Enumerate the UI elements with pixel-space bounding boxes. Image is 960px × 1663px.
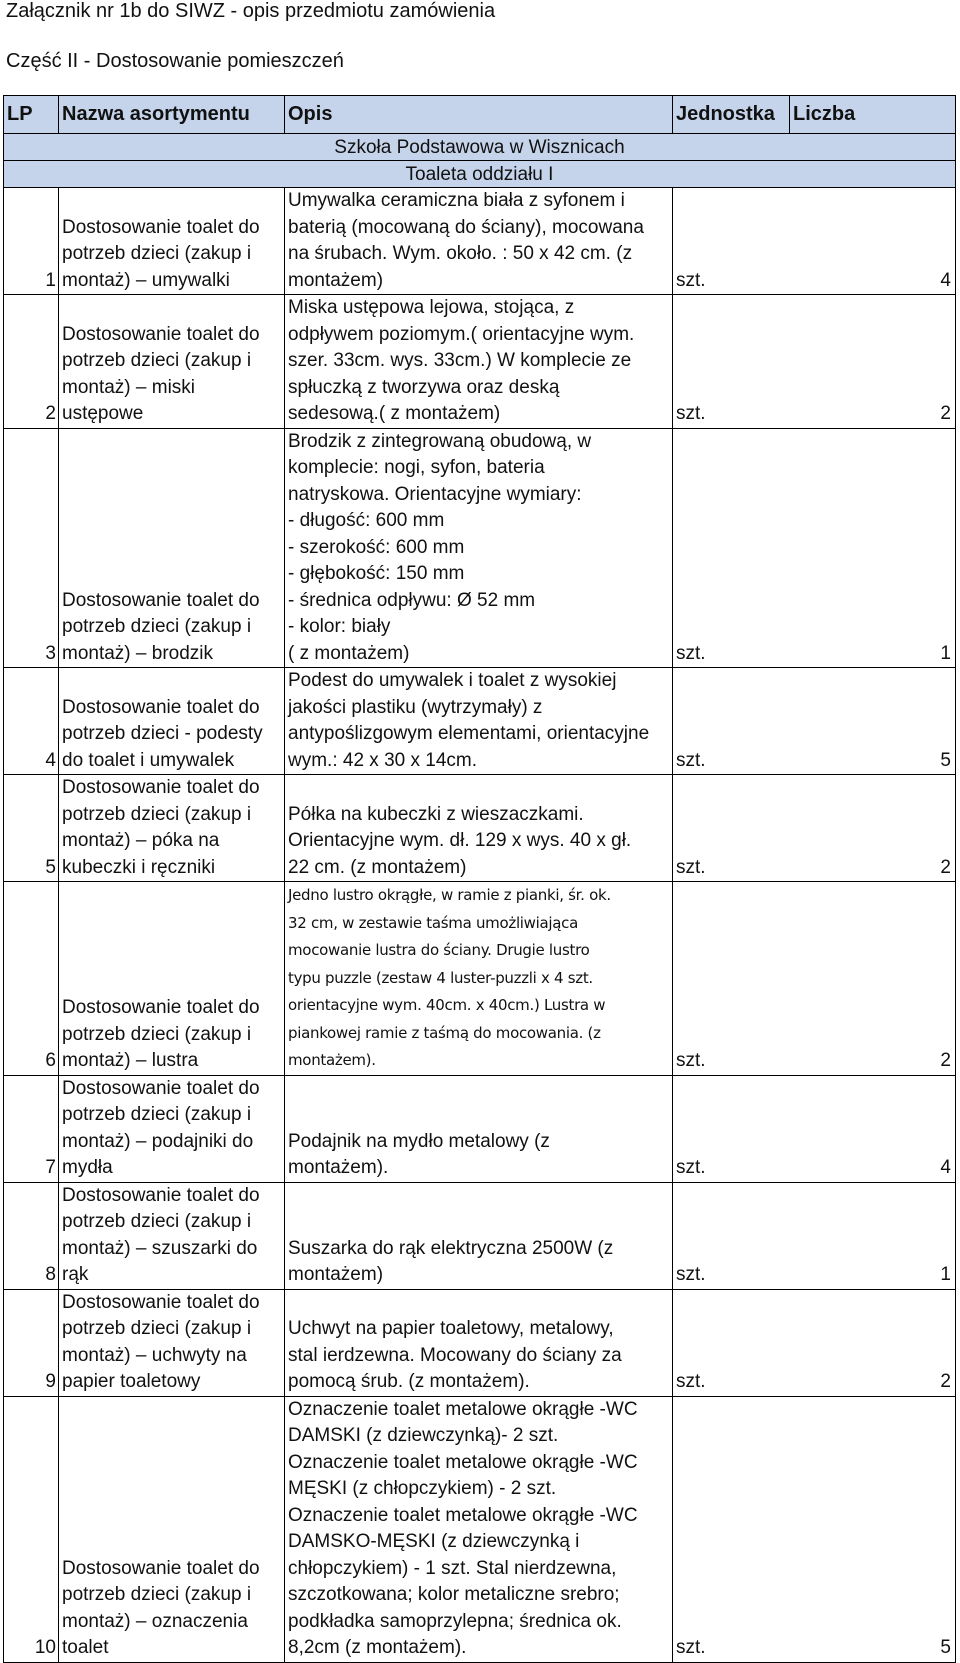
item-unit: szt. bbox=[673, 668, 790, 775]
table-row bbox=[4, 882, 956, 1076]
item-description-line: mocowanie lustra do ściany. Drugie lustro bbox=[288, 941, 590, 959]
item-description bbox=[285, 428, 673, 668]
item-unit: szt. bbox=[673, 1182, 790, 1289]
item-description bbox=[285, 1182, 673, 1289]
item-description-line: wym.: 42 x 30 x 14cm. bbox=[288, 749, 478, 771]
item-quantity: 5 bbox=[790, 668, 956, 775]
column-header-name: Nazwa asortymentu bbox=[59, 96, 285, 134]
item-description-line: Miska ustępowa lejowa, stojąca, z bbox=[288, 297, 575, 318]
item-description-line: MĘSKI (z chłopczykiem) - 2 szt. bbox=[288, 1478, 557, 1499]
item-quantity: 4 bbox=[790, 188, 956, 295]
item-name-line: potrzeb dzieci (zakup i bbox=[62, 803, 252, 825]
table-row bbox=[4, 775, 956, 882]
item-description-line: odpływem poziomym.( orientacyjne wym. bbox=[288, 323, 635, 345]
item-name bbox=[59, 775, 285, 882]
item-description-line: ( z montażem) bbox=[288, 642, 410, 664]
document-title: Załącznik nr 1b do SIWZ - opis przedmiotu zamówienia bbox=[6, 0, 496, 22]
item-description-line: DAMSKI (z dziewczynką)- 2 szt. bbox=[288, 1425, 559, 1446]
item-name-line: potrzeb dzieci (zakup i bbox=[62, 1318, 252, 1339]
row-number: 8 bbox=[4, 1182, 59, 1289]
item-name-line: montaż) – podajniki do bbox=[62, 1130, 254, 1152]
column-header-lp: LP bbox=[4, 96, 59, 134]
table-row bbox=[4, 1396, 956, 1662]
item-name-line: potrzeb dzieci (zakup i bbox=[62, 350, 252, 371]
header-row bbox=[4, 96, 956, 134]
item-name-line: Dostosowanie toalet do bbox=[62, 777, 260, 798]
item-quantity: 2 bbox=[790, 295, 956, 429]
item-description-line: pomocą śrub. (z montażem). bbox=[288, 1371, 530, 1392]
item-name-line: montaż) – uchwyty na bbox=[62, 1344, 247, 1366]
item-name-line: mydła bbox=[62, 1157, 113, 1178]
item-description-line: orientacyjne wym. 40cm. x 40cm.) Lustra w bbox=[288, 996, 606, 1014]
item-description-line: 8,2cm (z montażem). bbox=[288, 1637, 467, 1658]
item-description-line: montażem). bbox=[288, 1051, 376, 1069]
item-description bbox=[285, 1075, 673, 1182]
item-description-line: - średnica odpływu: Ø 52 mm bbox=[288, 589, 536, 611]
item-name-line: potrzeb dzieci (zakup i bbox=[62, 1584, 252, 1605]
item-description-line: Półka na kubeczki z wieszaczkami. bbox=[288, 803, 584, 825]
table-row bbox=[4, 1075, 956, 1182]
table-row bbox=[4, 295, 956, 429]
item-name-line: papier toaletowy bbox=[62, 1371, 201, 1392]
item-name-line: Dostosowanie toalet do bbox=[62, 1077, 260, 1099]
item-description bbox=[285, 295, 673, 429]
row-number: 10 bbox=[4, 1396, 59, 1662]
document-subtitle: Część II - Dostosowanie pomieszczeń bbox=[6, 50, 344, 72]
item-name-line: montaż) – miski bbox=[62, 376, 196, 398]
item-description-line: Orientacyjne wym. dł. 129 x wys. 40 x gł. bbox=[288, 830, 632, 851]
column-header-description: Opis bbox=[285, 96, 673, 134]
item-description-line: antypoślizgowym elementami, orientacyjne bbox=[288, 723, 650, 744]
item-name-line: montaż) – lustra bbox=[62, 1050, 199, 1071]
section-school: Szkoła Podstawowa w Wisznicach bbox=[4, 134, 956, 161]
item-quantity: 2 bbox=[790, 882, 956, 1076]
item-name-line: montaż) – szuszarki do bbox=[62, 1237, 258, 1259]
row-number: 7 bbox=[4, 1075, 59, 1182]
item-name-line: potrzeb dzieci (zakup i bbox=[62, 1023, 252, 1045]
item-name-line: Dostosowanie toalet do bbox=[62, 997, 260, 1018]
item-description bbox=[285, 668, 673, 775]
item-name bbox=[59, 668, 285, 775]
item-name-line: Dostosowanie toalet do bbox=[62, 1557, 260, 1579]
item-name-line: potrzeb dzieci (zakup i bbox=[62, 243, 252, 264]
item-description-line: Jedno lustro okrągłe, w ramie z pianki, śr. ok. bbox=[288, 886, 611, 904]
item-name-line: potrzeb dzieci (zakup i bbox=[62, 1211, 252, 1232]
item-description bbox=[285, 1396, 673, 1662]
item-quantity: 4 bbox=[790, 1075, 956, 1182]
item-description-line: Oznaczenie toalet metalowe okrągłe -WC bbox=[288, 1451, 638, 1473]
item-description-line: 32 cm, w zestawie taśma umożliwiająca bbox=[288, 913, 578, 932]
item-description-line: szczotkowana; kolor metaliczne srebro; bbox=[288, 1584, 620, 1605]
item-description bbox=[285, 188, 673, 295]
item-quantity: 5 bbox=[790, 1396, 956, 1662]
item-name-line: Dostosowanie toalet do bbox=[62, 696, 260, 718]
item-quantity: 1 bbox=[790, 1182, 956, 1289]
item-quantity: 2 bbox=[790, 775, 956, 882]
item-description-line: - szerokość: 600 mm bbox=[288, 536, 465, 558]
item-description-line: DAMSKO-MĘSKI (z dziewczynką i bbox=[288, 1531, 580, 1552]
item-name-line: montaż) – umywalki bbox=[62, 269, 230, 291]
item-name-line: montaż) – oznaczenia bbox=[62, 1610, 248, 1632]
section-toilet: Toaleta oddziału I bbox=[4, 161, 956, 188]
row-number: 2 bbox=[4, 295, 59, 429]
column-header-quantity: Liczba bbox=[790, 96, 956, 134]
item-name-line: potrzeb dzieci (zakup i bbox=[62, 1104, 252, 1125]
item-description bbox=[285, 1289, 673, 1396]
item-unit: szt. bbox=[673, 428, 790, 668]
item-description-line: - długość: 600 mm bbox=[288, 510, 445, 531]
item-description-line: Oznaczenie toalet metalowe okrągłe -WC bbox=[288, 1398, 638, 1420]
item-description-line: montażem). bbox=[288, 1157, 389, 1178]
item-description-line: spłuczką z tworzywa oraz deską bbox=[288, 376, 560, 398]
item-name-line: do toalet i umywalek bbox=[62, 749, 235, 771]
item-description-line: szer. 33cm. wys. 33cm.) W komplecie ze bbox=[288, 350, 632, 371]
item-description-line: Podest do umywalek i toalet z wysokiej bbox=[288, 670, 617, 691]
column-header-unit: Jednostka bbox=[673, 96, 790, 134]
item-name-line: kubeczki i ręczniki bbox=[62, 856, 216, 878]
item-name bbox=[59, 1075, 285, 1182]
item-description bbox=[285, 882, 673, 1076]
item-name-line: ustępowe bbox=[62, 403, 144, 424]
item-name-line: Dostosowanie toalet do bbox=[62, 216, 260, 238]
row-number: 9 bbox=[4, 1289, 59, 1396]
item-name bbox=[59, 1289, 285, 1396]
item-description-line: sedesową.( z montażem) bbox=[288, 403, 501, 424]
item-description-line: chłopczykiem) - 1 szt. Stal nierdzewna, bbox=[288, 1557, 617, 1579]
item-description-line: piankowej ramie z taśmą do mocowania. (z bbox=[288, 1023, 601, 1042]
item-description-line: Oznaczenie toalet metalowe okrągłe -WC bbox=[288, 1504, 638, 1526]
item-description-line: Umywalka ceramiczna biała z syfonem i bbox=[288, 190, 625, 211]
row-number: 4 bbox=[4, 668, 59, 775]
item-description-line: natryskowa. Orientacyjne wymiary: bbox=[288, 483, 582, 505]
item-description-line: Suszarka do rąk elektryczna 2500W (z bbox=[288, 1237, 614, 1259]
item-unit: szt. bbox=[673, 188, 790, 295]
item-name bbox=[59, 1396, 285, 1662]
item-description-line: jakości plastiku (wytrzymały) z bbox=[288, 696, 543, 718]
item-name-line: Dostosowanie toalet do bbox=[62, 323, 260, 345]
item-description-line: - kolor: biały bbox=[288, 616, 391, 637]
table-row bbox=[4, 1182, 956, 1289]
item-name-line: potrzeb dzieci (zakup i bbox=[62, 616, 252, 637]
item-name-line: Dostosowanie toalet do bbox=[62, 589, 260, 611]
table-row bbox=[4, 668, 956, 775]
item-description-line: 22 cm. (z montażem) bbox=[288, 856, 467, 878]
row-number: 1 bbox=[4, 188, 59, 295]
table-row bbox=[4, 428, 956, 668]
section-row bbox=[4, 161, 956, 188]
item-name-line: potrzeb dzieci - podesty bbox=[62, 723, 263, 744]
item-description-line: komplecie: nogi, syfon, bateria bbox=[288, 457, 545, 478]
item-description-line: baterią (mocowaną do ściany), mocowana bbox=[288, 216, 644, 238]
item-unit: szt. bbox=[673, 1075, 790, 1182]
item-unit: szt. bbox=[673, 295, 790, 429]
row-number: 3 bbox=[4, 428, 59, 668]
table-row bbox=[4, 188, 956, 295]
item-description-line: na śrubach. Wym. około. : 50 x 42 cm. (z bbox=[288, 243, 633, 264]
table-row bbox=[4, 1289, 956, 1396]
item-name-line: Dostosowanie toalet do bbox=[62, 1291, 260, 1313]
item-name-line: toalet bbox=[62, 1637, 109, 1658]
row-number: 6 bbox=[4, 882, 59, 1076]
item-description bbox=[285, 775, 673, 882]
row-number: 5 bbox=[4, 775, 59, 882]
section-row bbox=[4, 134, 956, 161]
item-unit: szt. bbox=[673, 775, 790, 882]
item-description-line: typu puzzle (zestaw 4 luster-puzzli x 4 szt. bbox=[288, 968, 593, 987]
item-description-line: - głębokość: 150 mm bbox=[288, 563, 465, 584]
item-description-line: montażem) bbox=[288, 1264, 384, 1285]
item-unit: szt. bbox=[673, 1289, 790, 1396]
item-unit: szt. bbox=[673, 882, 790, 1076]
item-name bbox=[59, 882, 285, 1076]
item-unit: szt. bbox=[673, 1396, 790, 1662]
item-description-line: Podajnik na mydło metalowy (z bbox=[288, 1130, 550, 1152]
item-name bbox=[59, 295, 285, 429]
item-name-line: rąk bbox=[62, 1264, 89, 1285]
item-quantity: 2 bbox=[790, 1289, 956, 1396]
item-name bbox=[59, 188, 285, 295]
product-table bbox=[3, 95, 956, 1663]
item-description-line: Uchwyt na papier toaletowy, metalowy, bbox=[288, 1318, 614, 1339]
item-name bbox=[59, 1182, 285, 1289]
item-quantity: 1 bbox=[790, 428, 956, 668]
item-name-line: montaż) – brodzik bbox=[62, 642, 214, 664]
item-description-line: stal ierdzewna. Mocowany do ściany za bbox=[288, 1344, 622, 1366]
item-description-line: Brodzik z zintegrowaną obudową, w bbox=[288, 430, 592, 452]
item-description-line: montażem) bbox=[288, 269, 384, 291]
item-description-line: podkładka samoprzylepna; średnica ok. bbox=[288, 1610, 622, 1632]
item-name bbox=[59, 428, 285, 668]
item-name-line: Dostosowanie toalet do bbox=[62, 1184, 260, 1206]
item-name-line: montaż) – póka na bbox=[62, 830, 220, 851]
